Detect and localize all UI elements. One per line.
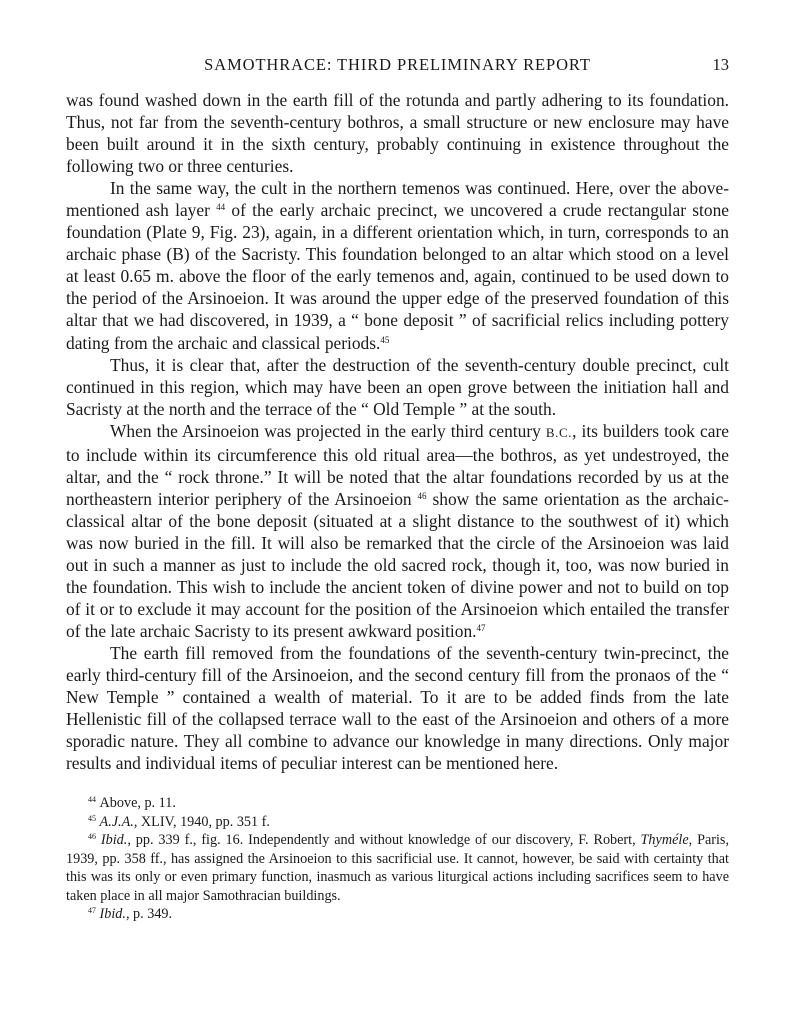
paragraph-3: Thus, it is clear that, after the destruction of the seventh-century double precinct, cult continued in this region, which may have been an open grove between the initiation hall and Sacristy at the north and the terrace of the “ Old Temple ” at the south. (66, 354, 729, 419)
footnote-number: 46 (88, 832, 96, 842)
paragraph-2 (66, 177, 729, 353)
page-number: 13 (712, 55, 729, 74)
footnote-ibid: Ibid. (99, 906, 126, 923)
footnote-45 (66, 813, 729, 832)
footnote-text-b: , Paris, 1939, pp. 358 ff., has assigned the Arsinoeion to this sacrificial use. It cannot, however, be said with certainty that this was its only or even primary function, inasmuch as various liturgical actions including sacrifices seem to have taken place in all major Samothracian buildings. (66, 832, 729, 904)
footnote-text: Above, p. 11. (99, 795, 176, 812)
footnote-ref-44: 44 (216, 202, 226, 213)
footnote-number: 44 (88, 795, 96, 805)
footnote-ref-46: 46 (417, 490, 427, 501)
footnote-text: , XLIV, 1940, pp. 351 f. (133, 813, 270, 830)
footnote-journal: A.J.A. (99, 813, 134, 830)
footnote-text-a: , pp. 339 f., fig. 16. Independently and without knowledge of our discovery, F. Robert, (127, 832, 636, 849)
paragraph-2-text-b: of the early archaic precinct, we uncovered a crude rectangular stone foundation (Plate 9, Fig. 23), again, in a different orientation which, in turn, corresponds to an archaic phase (B) of the Sacristy. This foundation belonged to an altar which stood on a level at least 0.65 m. above the floor of the early temenos and, again, continued to be used down to the period of the Arsinoeion. It was around the upper edge of the preserved foundation of this altar that we had discovered, in 1939, a “ bone deposit ” of sacrificial relics including pottery dating from the archaic and classical periods. (66, 200, 729, 353)
paragraph-2-text-a: In the same way, the cult in the northern temenos was continued. Here, over the above-mentioned ash layer (66, 178, 729, 221)
footnote-number: 47 (88, 906, 96, 916)
paragraph-1: was found washed down in the earth fill of the rotunda and partly adhering to its foundation. Thus, not far from the seventh-century bothros, a small structure or new enclosure may have been built around it in the sixth century, probably continuing in existence throughout the following two or three centuries. (66, 90, 729, 177)
footnotes (66, 794, 729, 924)
running-head (66, 55, 729, 81)
paragraph-5: The earth fill removed from the foundations of the seventh-century twin-precinct, the early third-century fill of the Arsinoeion, and the second century fill from the pronaos of the “ New Temple ” contained a wealth of material. To it are to be added finds from the late Hellenistic fill of the collapsed terrace wall to the east of the Arsinoeion and others of a more sporadic nature. They all combine to advance our knowledge in many directions. Only major results and individual items of peculiar interest can be mentioned here. (66, 643, 729, 774)
footnote-number: 45 (88, 813, 96, 823)
footnote-book-title: Thyméle (640, 832, 689, 849)
running-title: SAMOTHRACE: THIRD PRELIMINARY REPORT (204, 55, 591, 74)
era-abbreviation: B.C. (545, 424, 573, 440)
body-text (66, 89, 729, 774)
footnote-ref-45: 45 (380, 334, 390, 345)
paragraph-4 (66, 420, 729, 642)
footnote-46 (66, 831, 729, 905)
paragraph-4-text-b: , its builders took care to include within its circumference this old ritual area—the bothros, as yet undestroyed, the altar, and the “ rock throne.” It will be noted that the altar foundations recorded by us at the northeastern interior periphery of the Arsinoeion (66, 420, 729, 509)
page (66, 55, 729, 924)
footnote-ibid: Ibid. (100, 832, 128, 849)
footnote-47 (66, 905, 729, 924)
footnote-44 (66, 794, 729, 813)
paragraph-4-text-a: When the Arsinoeion was projected in the early third century (110, 420, 541, 441)
paragraph-4-text-c: show the same orientation as the archaic-classical altar of the bone deposit (situated at a slight distance to the southwest of it) which was now buried in the fill. It will also be remarked that the circle of the Arsinoeion was laid out in such a manner as just to include the old sacred rock, though it, too, was now buried in the foundation. This wish to include the ancient token of divine power and not to build on top of it or to exclude it may account for the position of the Arsinoeion which entailed the transfer of the late archaic Sacristy to its present awkward position. (66, 488, 729, 642)
footnote-text: , p. 349. (125, 906, 173, 923)
footnote-ref-47: 47 (476, 623, 486, 634)
